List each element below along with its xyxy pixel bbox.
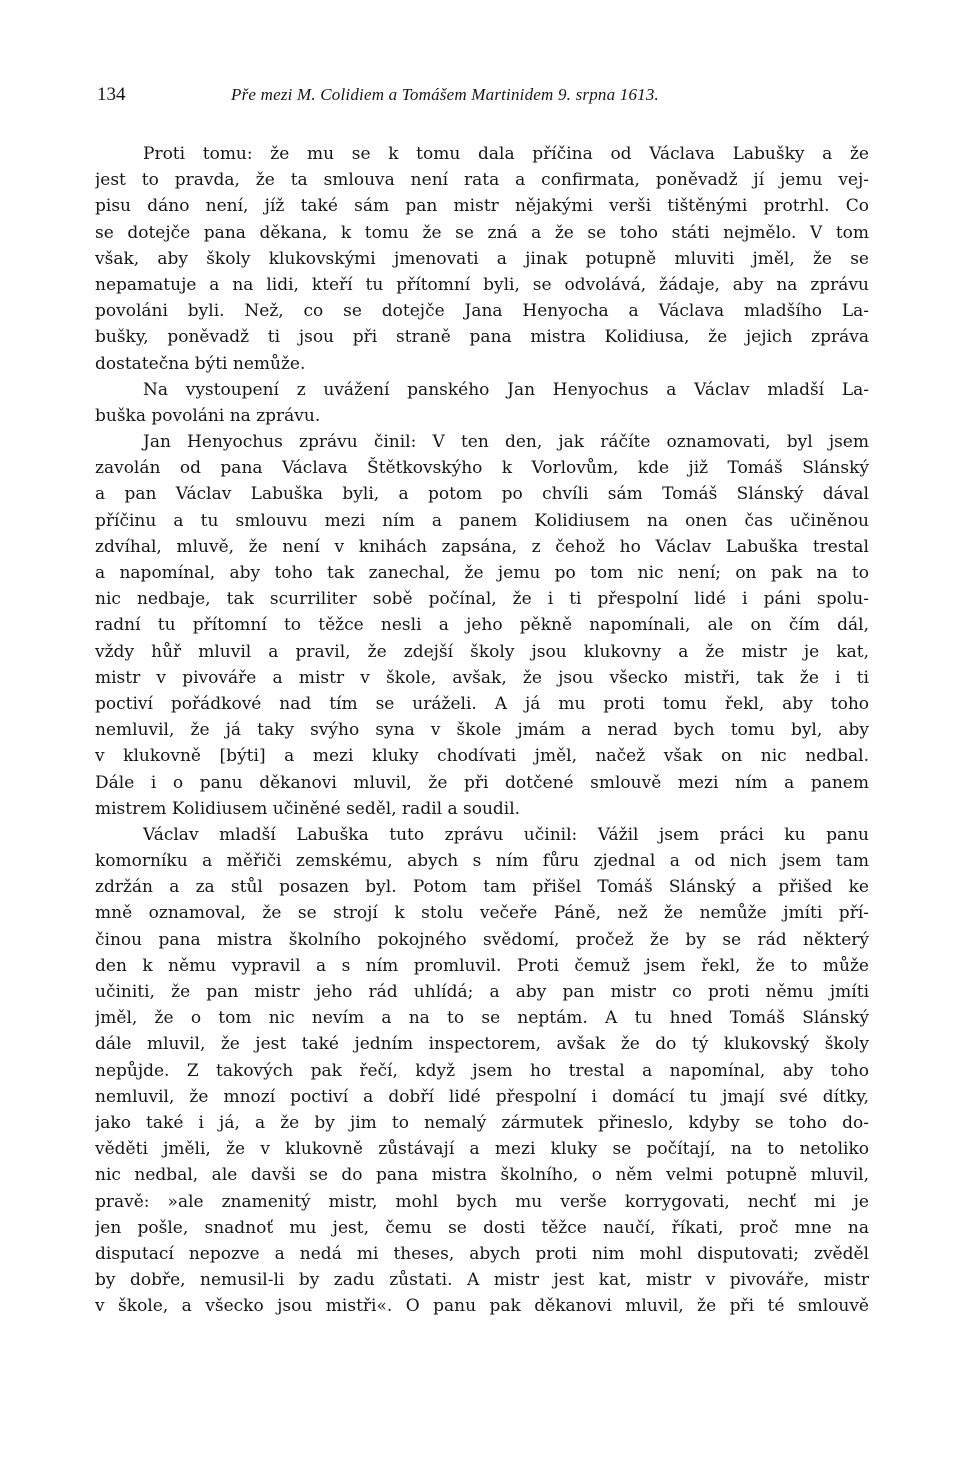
text-line: jest to pravda, že ta smlouva není rata a confirmata, poněvadž jí jemu vej-	[95, 170, 869, 191]
text-line: se dotejče pana děkana, k tomu že se zná a že se toho státi nejmělo. V tom	[95, 222, 869, 243]
text-line: Proti tomu: že mu se k tomu dala příčina od Václava Labušky a že	[143, 144, 869, 164]
text-line: však, aby školy klukovskými jmenovati a jinak potupně mluviti jměl, že se	[95, 248, 869, 269]
text-line: nemluvil, že já taky svýho syna v škole jmám a nerad bych tomu byl, aby	[95, 720, 869, 741]
text-line: jen pošle, snadnoť mu jest, čemu se dosti těžce naučí, říkati, proč mne na	[95, 1217, 869, 1238]
book-page	[95, 82, 869, 1462]
paragraph	[95, 822, 869, 1320]
text-line: věděti jměli, že v klukovně zůstávají a mezi kluky se počítají, na to netoliko	[95, 1139, 869, 1160]
text-line: komorníku a měřiči zemskému, abych s ním fůru zjednal a od nich jsem tam	[95, 851, 869, 872]
text-line: nic nedbal, ale davši se do pana mistra školního, o něm velmi potupně mluvil,	[95, 1165, 869, 1186]
text-line: poctiví pořádkové nad tím se uráželi. A já mu proti tomu řekl, aby toho	[95, 693, 869, 714]
running-head	[95, 82, 869, 108]
paragraph	[95, 377, 869, 429]
text-line: bušky, poněvadž ti jsou při straně pana mistra Kolidiusa, že jejich zpráva	[95, 327, 869, 348]
text-line: jměl, že o tom nic nevím a na to se neptám. A tu hned Tomáš Slánský	[95, 1008, 869, 1029]
text-line: radní tu přítomní to těžce nesli a jeho pěkně napomínali, ale on čím dál,	[95, 615, 869, 636]
text-line: a napomínal, aby toho tak zanechal, že jemu po tom nic není; on pak na to	[95, 563, 869, 583]
text-line: činou pana mistra školního pokojného svědomí, pročež že by se rád některý	[95, 929, 869, 950]
text-line: dále mluvil, že jest také jedním inspectorem, avšak že do tý klukovský školy	[95, 1034, 869, 1055]
text-line: nemluvil, že mnozí poctiví a dobří lidé přespolní i domácí tu jmají své dítky,	[95, 1086, 869, 1107]
text-line: mně oznamoval, že se strojí k stolu večeře Páně, než že nemůže jmíti pří-	[95, 903, 869, 924]
text-line: nic nedbaje, tak scurriliter sobě počínal, že i ti přespolní lidé i páni spolu-	[95, 589, 869, 610]
text-line: Jan Henyochus zprávu činil: V ten den, jak ráčíte oznamovati, byl jsem	[143, 432, 869, 453]
text-line: den k němu vypravil a s ním promluvil. Proti čemuž jsem řekl, že to může	[95, 955, 869, 976]
text-line: nepamatuje a na lidi, kteří tu přítomní byli, se odvolává, žádaje, aby na zprávu	[95, 274, 869, 295]
text-line: nepůjde. Z takových pak řečí, když jsem ho trestal a napomínal, aby toho	[95, 1060, 869, 1081]
text-line: Na vystoupení z uvážení panského Jan Henyochus a Václav mladší La-	[143, 379, 869, 400]
text-line: v škole, a všecko jsou mistři«. O panu pak děkanovi mluvil, že při té smlouvě	[95, 1296, 869, 1317]
text-line: zdvíhal, mluvě, že není v knihách zapsána, z čehož ho Václav Labuška trestal	[95, 536, 869, 557]
text-line: Dále i o panu děkanovi mluvil, že při dotčené smlouvě mezi ním a panem	[95, 772, 869, 793]
text-line: zdržán a za stůl posazen byl. Potom tam přišel Tomáš Slánský a přišed ke	[95, 877, 869, 898]
text-line: pisu dáno není, jíž také sám pan mistr nějakými verši tištěnými protrhl. Co	[95, 196, 869, 217]
paragraph	[95, 429, 869, 822]
text-line: jako také i já, a že by jim to nemalý zármutek přineslo, kdyby se toho do-	[95, 1112, 869, 1133]
text-line: v klukovně [býti] a mezi kluky chodívati jměl, načež však on nic nedbal.	[95, 746, 869, 767]
page-number: 134	[97, 84, 126, 105]
text-line: mistrem Kolidiusem učiněné seděl, radil a soudil.	[95, 798, 521, 819]
text-line: povoláni byli. Než, co se dotejče Jana Henyocha a Václava mladšího La-	[95, 301, 869, 322]
text-line: Václav mladší Labuška tuto zprávu učinil: Vážil jsem práci ku panu	[143, 824, 869, 845]
text-line: mistr v pivováře a mistr v škole, avšak, že jsou všecko mistři, tak že i ti	[95, 667, 869, 688]
text-line: pravě: »ale znamenitý mistr, mohl bych mu verše korrygovati, nechť mi je	[95, 1191, 869, 1212]
text-line: disputací nepozve a nedá mi theses, abych proti nim mohl disputovati; zvěděl	[95, 1243, 869, 1264]
text-line: a pan Václav Labuška byli, a potom po chvíli sám Tomáš Slánský dával	[95, 484, 869, 505]
text-line: zavolán od pana Václava Štětkovskýho k Vorlovům, kde již Tomáš Slánský	[95, 458, 869, 479]
text-line: učiniti, že pan mistr jeho rád uhlídá; a aby pan mistr co proti němu jmíti	[95, 982, 869, 1002]
text-line: vždy hůř mluvil a pravil, že zdejší školy jsou klukovny a že mistr je kat,	[95, 641, 869, 662]
paragraph	[95, 141, 869, 377]
running-title: Pře mezi M. Colidiem a Tomášem Martinidem 9. srpna 1613.	[231, 85, 660, 104]
text-line: příčinu a tu smlouvu mezi ním a panem Kolidiusem na onen čas učiněnou	[95, 510, 869, 531]
text-line: dostatečna býti nemůže.	[95, 353, 306, 374]
text-line: buška povoláni na zprávu.	[95, 405, 321, 426]
text-line: by dobře, nemusil-li by zadu zůstati. A mistr jest kat, mistr v pivováře, mistr	[95, 1270, 869, 1291]
body-text	[95, 141, 869, 1319]
